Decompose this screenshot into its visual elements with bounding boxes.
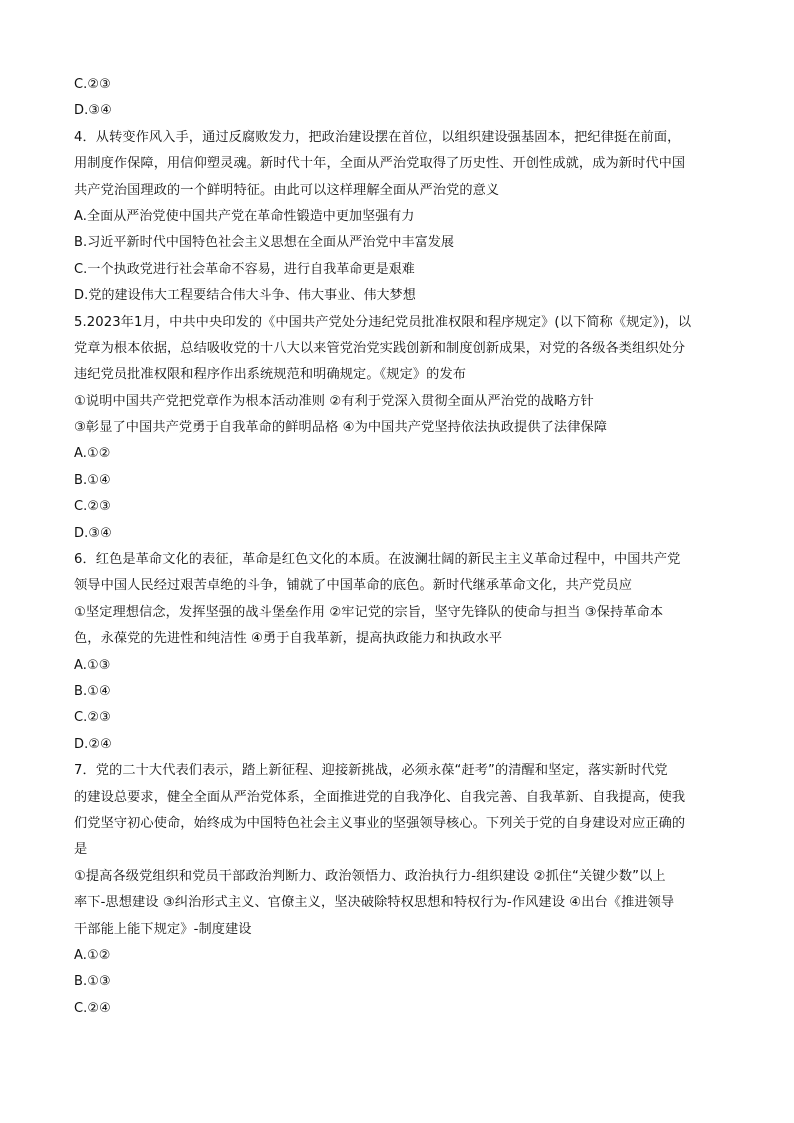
answer-option: A.①② <box>74 947 111 963</box>
question-text-line: 7．党的二十大代表们表示，踏上新征程、迎接新挑战，必须永葆“赶考”的清醒和坚定，落实新时代党 <box>74 763 668 779</box>
answer-option: D.党的建设伟大工程要结合伟大斗争、伟大事业、伟大梦想 <box>74 288 416 304</box>
question-text-line: 违纪党员批准权限和程序作出系统规范和明确规定。《规定》的发布 <box>74 367 467 383</box>
question-text-line: 色，永葆党的先进性和纯洁性 ④勇于自我革新，提高执政能力和执政水平 <box>74 631 503 647</box>
question-text-line: 共产党治国理政的一个鲜明特征。由此可以这样理解全面从严治党的意义 <box>74 182 500 198</box>
answer-option: C.②④ <box>74 1000 111 1016</box>
answer-option: B.习近平新时代中国特色社会主义思想在全面从严治党中丰富发展 <box>74 235 455 251</box>
answer-option: D.③④ <box>74 525 112 541</box>
question-text-line: 的建设总要求，健全全面从严治党体系，全面推进党的自我净化、自我完善、自我革新、自我提高，使我 <box>74 789 686 805</box>
answer-option: C.②③ <box>74 710 111 726</box>
answer-option: B.①④ <box>74 683 111 699</box>
question-text-line: 领导中国人民经过艰苦卓绝的斗争，铺就了中国革命的底色。新时代继承革命文化，共产党员应 <box>74 578 633 594</box>
answer-option: A.全面从严治党使中国共产党在革命性锻造中更加坚强有力 <box>74 208 415 224</box>
answer-option: C.②③ <box>74 499 111 515</box>
answer-option: C.一个执政党进行社会革命不容易，进行自我革命更是艰难 <box>74 261 415 277</box>
question-text-line: 用制度作保障，用信仰塑灵魂。新时代十年，全面从严治党取得了历史性、开创性成就，成为新时代中国 <box>74 156 686 172</box>
question-text-line: 5.2023年1月，中共中央印发的《中国共产党处分违纪党员批准权限和程序规定》(以下简称《规定》)，以 <box>74 314 692 330</box>
question-text-line: ①提高各级党组织和党员干部政治判断力、政治领悟力、政治执行力-组织建设 ②抓住“关键少数”以上 <box>74 868 666 884</box>
question-text-line: 率下-思想建设 ③纠治形式主义、官僚主义，坚决破除特权思想和特权行为-作风建设 ④出台《推进领导 <box>74 895 675 911</box>
question-text-line: ①说明中国共产党把党章作为根本活动准则 ②有利于党深入贯彻全面从严治党的战略方针 <box>74 393 594 409</box>
question-text-line: 们党坚守初心使命，始终成为中国特色社会主义事业的坚强领导核心。下列关于党的自身建设对应正确的 <box>74 815 686 831</box>
answer-option: B.①③ <box>74 974 111 990</box>
question-text-line: ①坚定理想信念，发挥坚强的战斗堡垒作用 ②牢记党的宗旨，坚守先锋队的使命与担当 ③保持革命本 <box>74 604 664 620</box>
question-text-line: 干部能上能下规定》-制度建设 <box>74 921 252 937</box>
answer-option: D.③④ <box>74 103 112 119</box>
question-text-line: 党章为根本依据，总结吸收党的十八大以来管党治党实践创新和制度创新成果，对党的各级各类组织处分 <box>74 340 686 356</box>
answer-option: D.②④ <box>74 736 112 752</box>
exam-page <box>74 72 724 1022</box>
question-text-line: 6．红色是革命文化的表征，革命是红色文化的本质。在波澜壮阔的新民主主义革命过程中，中国共产党 <box>74 552 681 568</box>
question-text-line: 是 <box>74 842 88 858</box>
answer-option: B.①④ <box>74 472 111 488</box>
question-text-line: ③彰显了中国共产党勇于自我革命的鲜明品格 ④为中国共产党坚持依法执政提供了法律保障 <box>74 420 608 436</box>
answer-option: A.①③ <box>74 657 111 673</box>
answer-option: A.①② <box>74 446 111 462</box>
answer-option: C.②③ <box>74 77 111 92</box>
question-text-line: 4．从转变作风入手，通过反腐败发力，把政治建设摆在首位，以组织建设强基固本，把纪律挺在前面， <box>74 129 681 145</box>
